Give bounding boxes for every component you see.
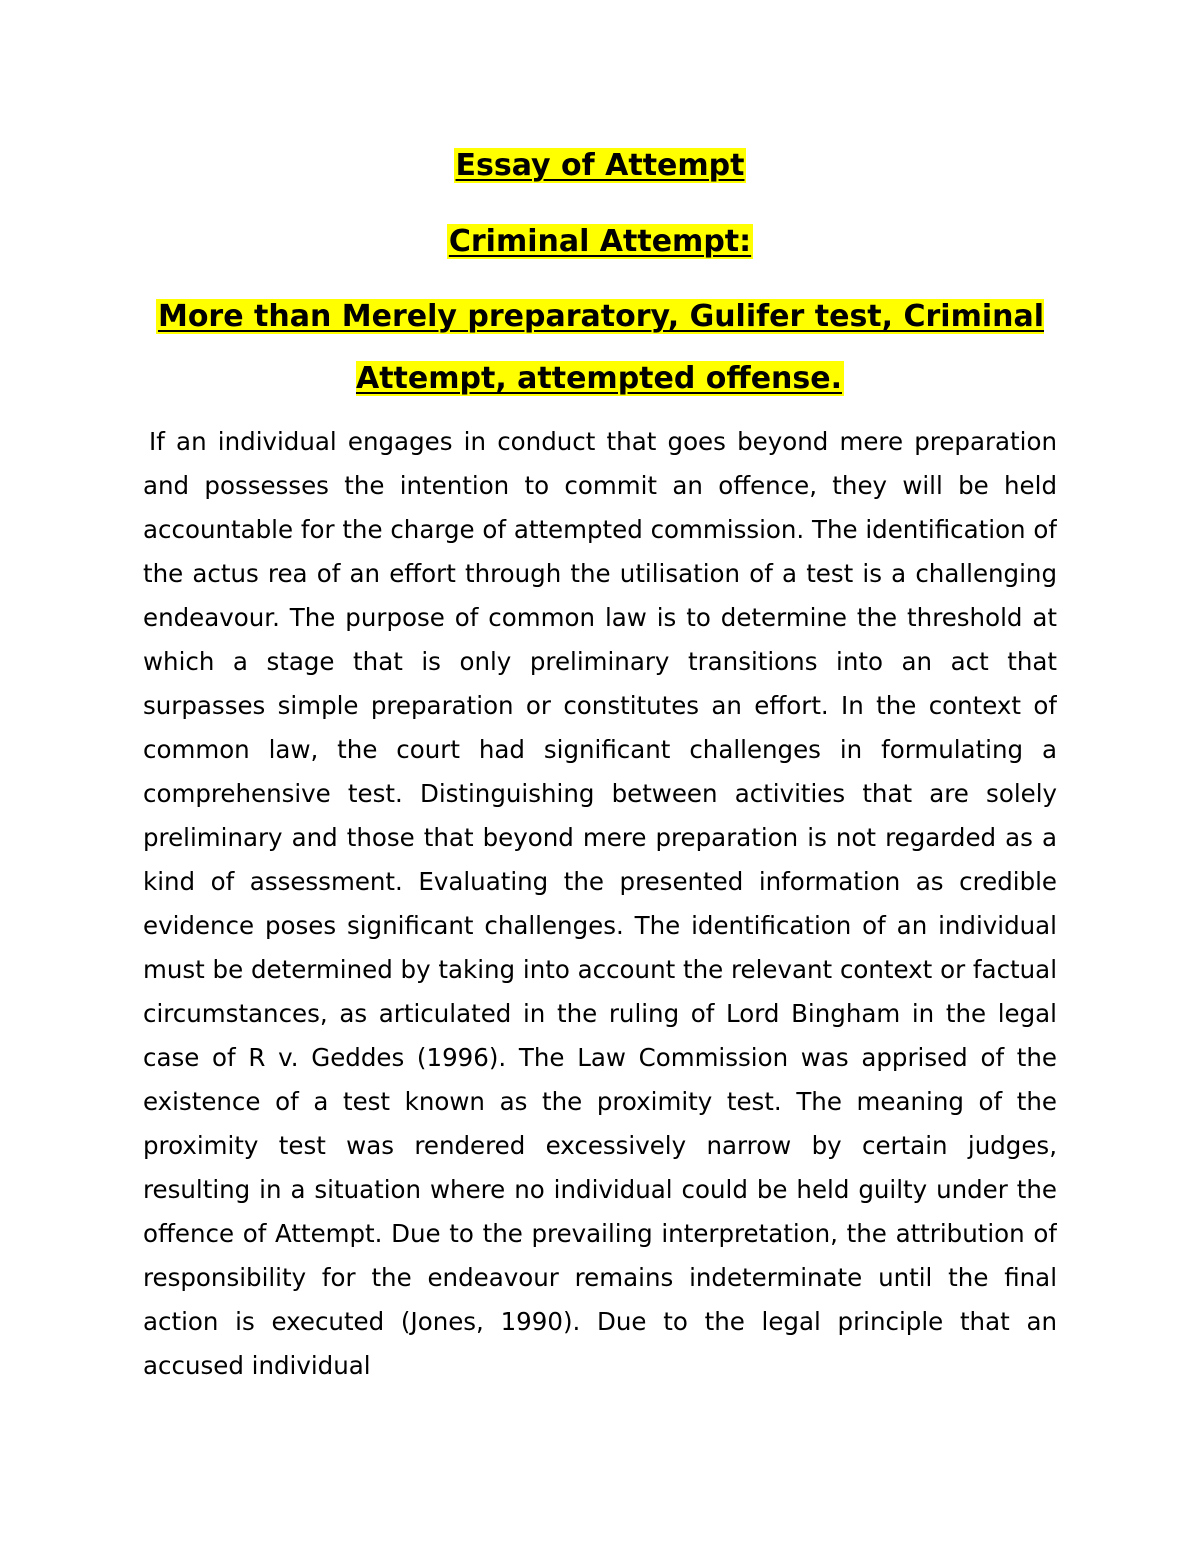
document-title xyxy=(0,140,1200,192)
document-title-text: Essay of Attempt xyxy=(455,148,745,183)
body-paragraph: If an individual engages in conduct that goes beyond mere preparation and possesses the intention to commit an offence, they will be held accountable for the charge of attempted commission. The identification of the actus rea of an effort through the utilisation of a test is a challenging endeavour. The purpose of common law is to determine the threshold at which a stage that is only preliminary transitions into an act that surpasses simple preparation or constitutes an effort. In the context of common law, the court had significant challenges in formulating a comprehensive test. Distinguishing between activities that are solely preliminary and those that beyond mere preparation is not regarded as a kind of assessment. Evaluating the presented information as credible evidence poses significant challenges. The identification of an individual must be determined by taking into account the relevant context or factual circumstances, as articulated in the ruling of Lord Bingham in the legal case of R v. Geddes (1996). The Law Commission was apprised of the existence of a test known as the proximity test. The meaning of the proximity test was rendered excessively narrow by certain judges, resulting in a situation where no individual could be held guilty under the offence of Attempt. Due to the prevailing interpretation, the attribution of responsibility for the endeavour remains indeterminate until the final action is executed (Jones, 1990). Due to the legal principle that an accused individual xyxy=(143,427,1057,1380)
document-keywords-text: More than Merely preparatory, Gulifer test, Criminal Attempt, attempted offense. xyxy=(157,299,1045,396)
title-block xyxy=(0,140,1200,410)
document-keywords xyxy=(150,286,1050,410)
document-subtitle xyxy=(0,216,1200,268)
document-subtitle-text: Criminal Attempt: xyxy=(448,224,752,259)
